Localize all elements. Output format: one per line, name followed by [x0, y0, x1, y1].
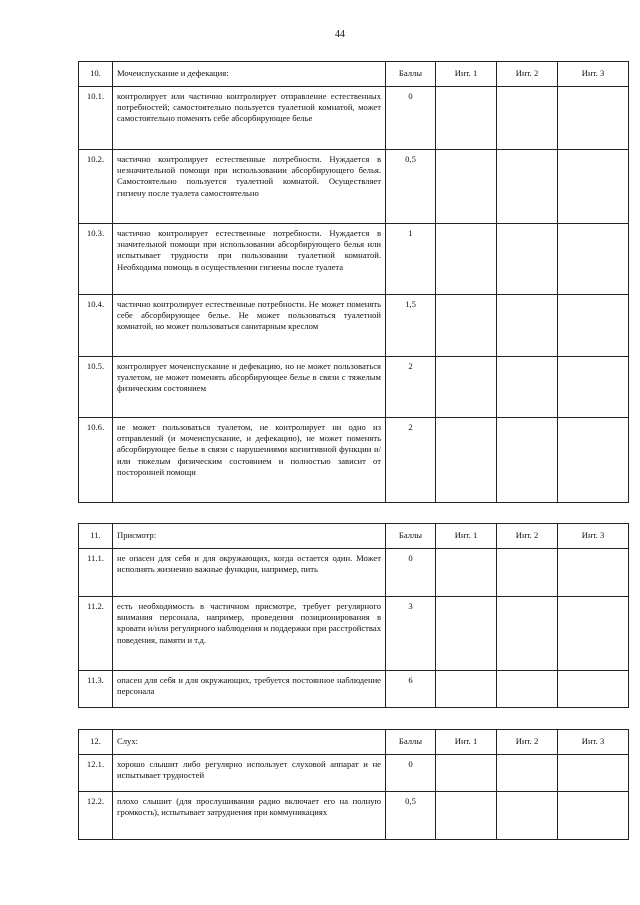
section-12-table [78, 729, 629, 840]
int-2-cell[interactable] [497, 357, 558, 418]
row-description: частично контролирует естественные потребности. Нуждается в незначительной помощи при использовании абсорбирующего белья. Самостоятельно пользуется туалетной комнатой. Осуществляет гигиену после туалета самостоятельно [113, 150, 386, 224]
int-2-cell[interactable] [497, 224, 558, 295]
row-score: 2 [386, 357, 436, 418]
row-score: 0,5 [386, 150, 436, 224]
row-description: не опасен для себя и для окружающих, когда остается один. Может исполнять жизненно важные функции, например, пить [113, 549, 386, 597]
int-3-cell[interactable] [558, 87, 629, 150]
int-3-header: Инт. 3 [558, 62, 629, 87]
row-score: 0,5 [386, 792, 436, 840]
row-code: 10.6. [79, 418, 113, 503]
int-2-cell[interactable] [497, 597, 558, 671]
int-3-header: Инт. 3 [558, 524, 629, 549]
int-2-header: Инт. 2 [497, 524, 558, 549]
int-1-cell[interactable] [436, 755, 497, 792]
row-code: 10.1. [79, 87, 113, 150]
row-code: 11.2. [79, 597, 113, 671]
int-3-cell[interactable] [558, 549, 629, 597]
row-description: частично контролирует естественные потребности. Не может поменять себе абсорбирующее белье. Не может пользоваться туалетной комнатой, но может пользоваться санитарным креслом [113, 295, 386, 357]
table-row [79, 418, 629, 503]
row-score: 0 [386, 549, 436, 597]
table-row [79, 671, 629, 708]
table-row [79, 597, 629, 671]
row-score: 2 [386, 418, 436, 503]
int-3-cell[interactable] [558, 597, 629, 671]
row-score: 1 [386, 224, 436, 295]
row-description: опасен для себя и для окружающих, требуется постоянное наблюдение персонала [113, 671, 386, 708]
row-description: частично контролирует естественные потребности. Нуждается в значительной помощи при использовании абсорбирующего белья или испытывает трудности при пользовании туалетной комнатой. Необходима помощь в осуществлении гигиены после туалета [113, 224, 386, 295]
table-row [79, 150, 629, 224]
row-description: есть необходимость в частичном присмотре, требует регулярного внимания персонала, например, проведения позиционирования в кровати и/или регулярного наблюдения и поддержки при расстройствах поведения, памяти и т.д. [113, 597, 386, 671]
int-2-cell[interactable] [497, 792, 558, 840]
row-code: 10.5. [79, 357, 113, 418]
int-2-cell[interactable] [497, 150, 558, 224]
row-score: 1,5 [386, 295, 436, 357]
table-row [79, 87, 629, 150]
int-1-cell[interactable] [436, 87, 497, 150]
int-2-header: Инт. 2 [497, 62, 558, 87]
int-1-cell[interactable] [436, 597, 497, 671]
row-score: 0 [386, 755, 436, 792]
int-2-cell[interactable] [497, 418, 558, 503]
int-2-cell[interactable] [497, 549, 558, 597]
int-3-cell[interactable] [558, 792, 629, 840]
int-1-cell[interactable] [436, 549, 497, 597]
section-code: 12. [79, 730, 113, 755]
table-row [79, 755, 629, 792]
section-11-table [78, 523, 629, 708]
int-1-header: Инт. 1 [436, 524, 497, 549]
int-3-cell[interactable] [558, 755, 629, 792]
row-description: не может пользоваться туалетом, не контролирует ни одно из отправлений (и мочеиспускание, и дефекацию), не может поменять абсорбирующее белье в связи с нарушениями когнитивной функции и/или тяжелым физическим состоянием и полностью зависит от посторонней помощи [113, 418, 386, 503]
row-code: 12.2. [79, 792, 113, 840]
section-header-row [79, 62, 629, 87]
page-number: 44 [335, 29, 345, 40]
table-row [79, 792, 629, 840]
table-row [79, 295, 629, 357]
int-1-cell[interactable] [436, 295, 497, 357]
row-score: 0 [386, 87, 436, 150]
int-2-header: Инт. 2 [497, 730, 558, 755]
row-code: 11.1. [79, 549, 113, 597]
int-1-cell[interactable] [436, 357, 497, 418]
row-score: 6 [386, 671, 436, 708]
int-3-cell[interactable] [558, 295, 629, 357]
int-2-cell[interactable] [497, 671, 558, 708]
int-3-cell[interactable] [558, 671, 629, 708]
section-header-row [79, 730, 629, 755]
row-score: 3 [386, 597, 436, 671]
row-code: 10.2. [79, 150, 113, 224]
int-2-cell[interactable] [497, 295, 558, 357]
section-code: 11. [79, 524, 113, 549]
section-code: 10. [79, 62, 113, 87]
int-3-cell[interactable] [558, 357, 629, 418]
row-code: 10.3. [79, 224, 113, 295]
row-description: контролирует или частично контролирует отправление естественных потребностей; самостоятельно пользуется туалетной комнатой, может самостоятельно поменять себе абсорбирующее белье [113, 87, 386, 150]
table-row [79, 357, 629, 418]
int-3-cell[interactable] [558, 224, 629, 295]
int-3-header: Инт. 3 [558, 730, 629, 755]
row-code: 12.1. [79, 755, 113, 792]
row-code: 10.4. [79, 295, 113, 357]
int-1-cell[interactable] [436, 150, 497, 224]
int-1-cell[interactable] [436, 671, 497, 708]
section-title: Присмотр: [113, 524, 386, 549]
section-10-table [78, 61, 629, 503]
int-3-cell[interactable] [558, 150, 629, 224]
int-1-cell[interactable] [436, 418, 497, 503]
int-2-cell[interactable] [497, 755, 558, 792]
int-1-cell[interactable] [436, 792, 497, 840]
section-header-row [79, 524, 629, 549]
row-description: плохо слышит (для прослушивания радио включает его на полную громкость), испытывает затруднения при коммуникациях [113, 792, 386, 840]
table-row [79, 224, 629, 295]
int-1-cell[interactable] [436, 224, 497, 295]
row-code: 11.3. [79, 671, 113, 708]
score-header: Баллы [386, 524, 436, 549]
int-1-header: Инт. 1 [436, 730, 497, 755]
section-title: Слух: [113, 730, 386, 755]
score-header: Баллы [386, 730, 436, 755]
row-description: контролирует мочеиспускание и дефекацию, но не может пользоваться туалетом, не может поменять абсорбирующее белье в связи с тяжелым физическим состоянием [113, 357, 386, 418]
table-row [79, 549, 629, 597]
int-2-cell[interactable] [497, 87, 558, 150]
int-1-header: Инт. 1 [436, 62, 497, 87]
section-title: Мочеиспускание и дефекация: [113, 62, 386, 87]
score-header: Баллы [386, 62, 436, 87]
int-3-cell[interactable] [558, 418, 629, 503]
row-description: хорошо слышит либо регулярно использует слуховой аппарат и не испытывает трудностей [113, 755, 386, 792]
